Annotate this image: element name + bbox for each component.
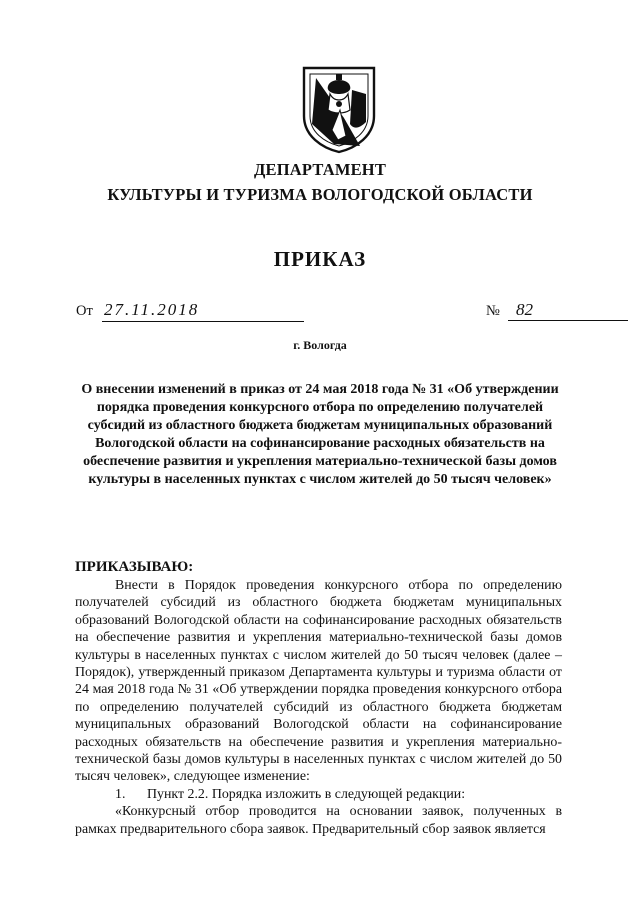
date-value: 27.11.2018 xyxy=(102,299,304,322)
document-type-title: ПРИКАЗ xyxy=(273,247,367,271)
date-number-row xyxy=(76,299,636,325)
paragraph-main: Внести в Порядок проведения конкурсного отбора по определению получателей субсидий из областного бюджета бюджетам муниципальных образований Вологодской области на софинансирование расходных обязательств на обеспечение развития и укрепления материально-технической базы домов культуры в населенных пунктах с числом жителей до 50 тысяч человек (далее – Порядок), утвержденный приказом Департамента культуры и туризма области от 24 мая 2018 года № 31 «Об утверждении порядка проведения конкурсного отбора по определению получателей субсидий из областного бюджета бюджетам муниципальных образований Вологодской области на софинансирование расходных обязательств на обеспечение развития и укрепления материально-технической базы домов культуры в населенных пунктах с числом жителей до 50 тысяч человек», следующее изменение: xyxy=(75,578,562,785)
coat-of-arms-emblem xyxy=(300,64,378,154)
item-1-number: 1. xyxy=(115,786,126,802)
item-1 xyxy=(75,786,562,803)
document-subject: О внесении изменений в приказ от 24 мая 2018 года № 31 «Об утверждении порядка проведения конкурсного отбора по определению получателей субсидий из областного бюджета бюджетам муниципальных образований Вологодской области на софинансирование расходных обязательств на обеспечение развития и укрепления материально-технической базы домов культуры в населенных пунктах с числом жителей до 50 тысяч человек» xyxy=(81,382,559,487)
number-value: 82 xyxy=(508,299,628,321)
item-1-text: Пункт 2.2. Порядка изложить в следующей редакции: xyxy=(147,786,466,802)
order-word: ПРИКАЗЫВАЮ: xyxy=(75,559,194,575)
department-title-line-2: КУЛЬТУРЫ И ТУРИЗМА ВОЛОГОДСКОЙ ОБЛАСТИ xyxy=(107,185,533,204)
city-name: г. Вологда xyxy=(293,338,347,352)
quote-paragraph: «Конкурсный отбор проводится на основании заявок, полученных в рамках предварительного сбора заявок. Предварительный сбор заявок является xyxy=(75,804,562,837)
document-body xyxy=(75,577,562,838)
department-title-line-1: ДЕПАРТАМЕНТ xyxy=(253,160,387,179)
date-label: От xyxy=(76,303,93,319)
number-label: № xyxy=(486,303,500,319)
